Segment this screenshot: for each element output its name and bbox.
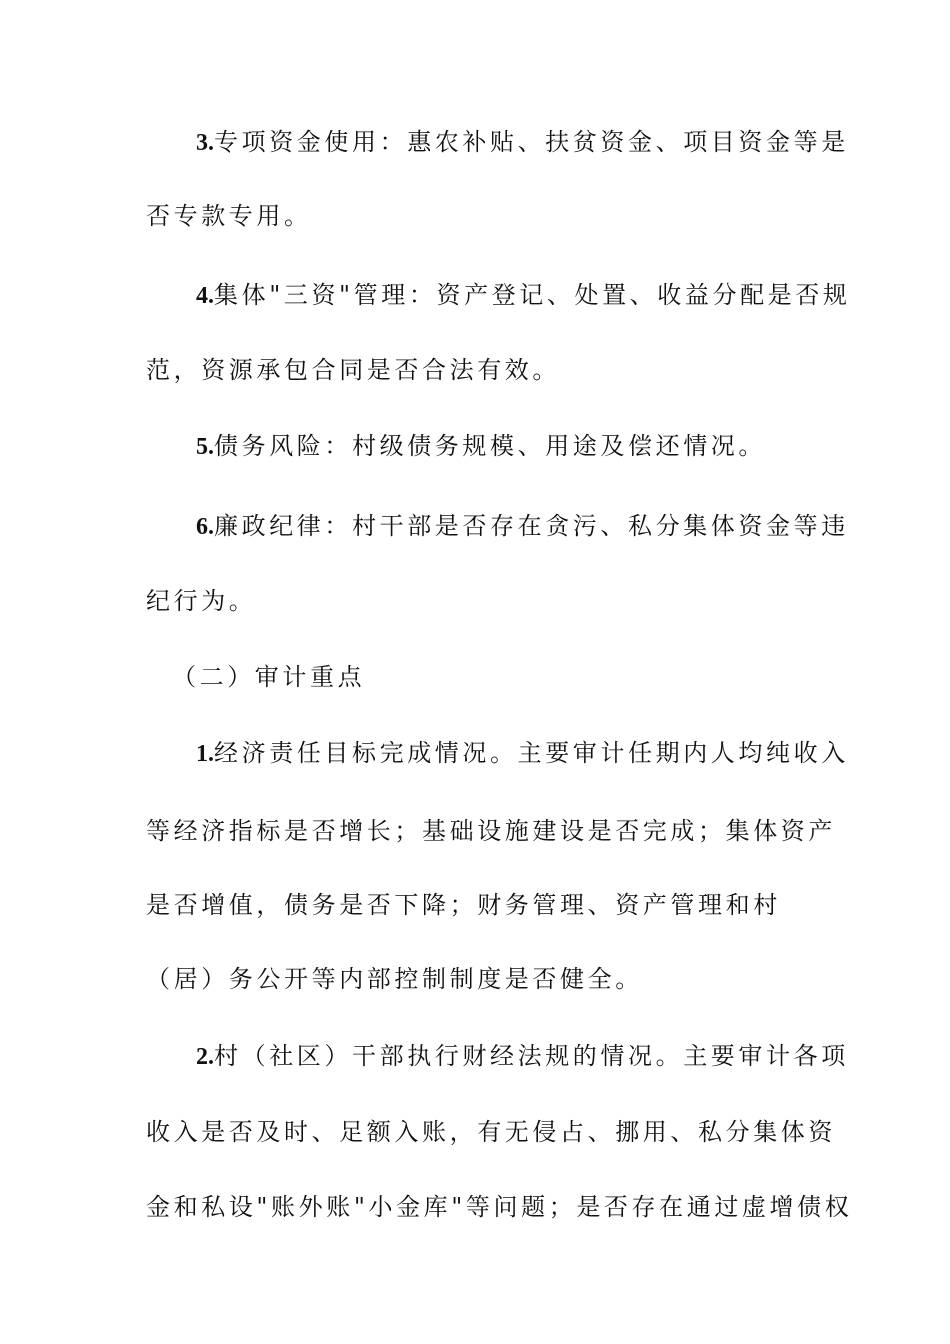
paragraph-6-line-2 [146,581,826,621]
paragraph-2-line-2 [146,1112,836,1152]
line-text: 收入是否及时、足额入账，有无侵占、挪用、私分集体资 [146,1118,836,1146]
paragraph-6-line-1 [196,506,876,546]
line-text: 是否增值，债务是否下降；财务管理、资产管理和村 [146,891,781,919]
paragraph-1-line-4 [146,959,826,999]
item-number: 3. [196,130,214,156]
paragraph-2-line-1 [196,1036,876,1076]
line-text: 集体"三资"管理：资产登记、处置、收益分配是否规 [214,281,851,309]
line-text: （居）务公开等内部控制制度是否健全。 [146,965,643,993]
line-text: 范，资源承包合同是否合法有效。 [146,356,560,384]
paragraph-3-line-2 [146,196,826,236]
item-number: 6. [196,514,214,540]
line-text: 村（社区）干部执行财经法规的情况。主要审计各项 [214,1042,849,1070]
heading-text: （二）审计重点 [172,663,366,691]
paragraph-2-line-3 [146,1187,853,1227]
line-text: 债务风险：村级债务规模、用途及偿还情况。 [214,432,766,460]
item-number: 4. [196,283,214,309]
item-number: 5. [196,434,214,460]
paragraph-4-line-1 [196,275,876,315]
item-number: 2. [196,1044,214,1070]
paragraph-4-line-2 [146,350,826,390]
section-heading [172,657,852,697]
paragraph-1-line-1 [196,733,876,773]
line-text: 专项资金使用：惠农补贴、扶贫资金、项目资金等是 [214,128,849,156]
line-text: 否专款专用。 [146,202,312,230]
line-text: 等经济指标是否增长；基础设施建设是否完成；集体资产 [146,817,836,845]
paragraph-1-line-3 [146,885,826,925]
paragraph-5-line-1 [196,426,876,466]
line-text: 廉政纪律：村干部是否存在贪污、私分集体资金等违 [214,512,849,540]
line-text: 纪行为。 [146,587,257,615]
line-text: 经济责任目标完成情况。主要审计任期内人均纯收入 [214,739,849,767]
paragraph-1-line-2 [146,811,836,851]
paragraph-3-line-1 [196,122,876,162]
line-text: 金和私设"账外账"小金库"等问题；是否存在通过虚增债权 [146,1193,853,1221]
item-number: 1. [196,741,214,767]
